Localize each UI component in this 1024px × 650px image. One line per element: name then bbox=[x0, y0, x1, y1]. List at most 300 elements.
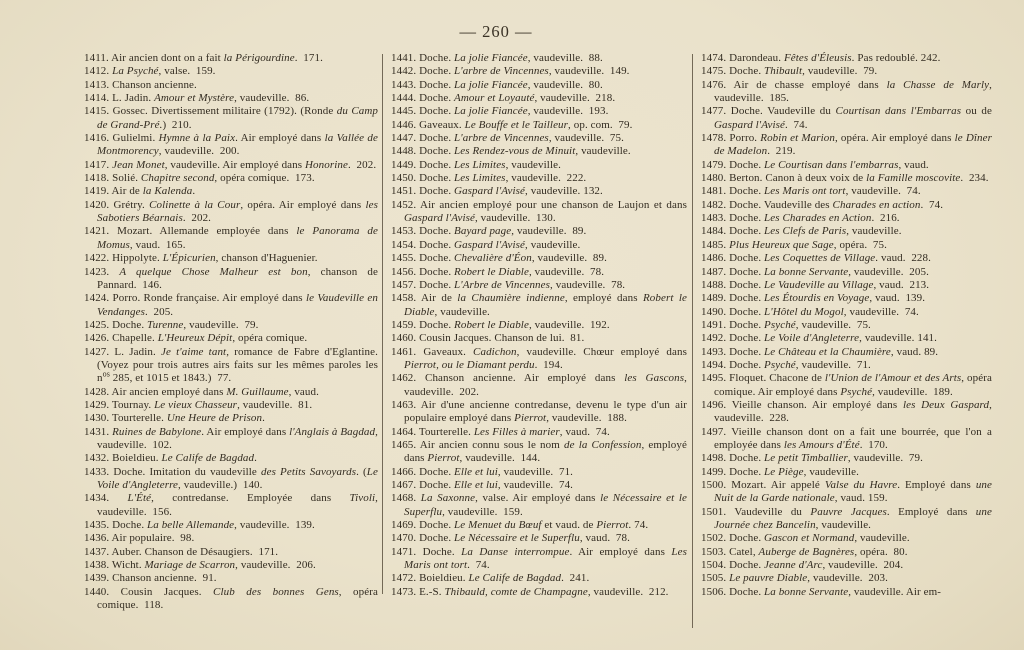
entry-number: 1419. bbox=[84, 185, 112, 198]
entry-number: 1481. bbox=[701, 185, 730, 198]
entry-number: 1421. bbox=[84, 225, 118, 238]
work-title: Les Coquettes de Village bbox=[764, 252, 876, 265]
entry-text: Vieille chanson. Air employé dans bbox=[731, 398, 903, 411]
work-title: Robin et Marion bbox=[760, 132, 835, 145]
work-title: La bonne Servante bbox=[764, 585, 849, 598]
entry-text: Doche. bbox=[419, 92, 455, 105]
catalog-entry bbox=[84, 79, 378, 92]
work-title: la Kalenda bbox=[142, 185, 193, 198]
entry-number: 1436. bbox=[84, 532, 112, 545]
work-title: Les Maris ont tort bbox=[404, 545, 687, 572]
work-title: la Vallée de Montmorency bbox=[97, 132, 378, 158]
entry-text: , vaudeville. 205. bbox=[848, 265, 929, 278]
catalog-entry bbox=[84, 519, 378, 532]
entry-number: 1491. bbox=[701, 318, 730, 331]
work-title: Les Maris ont tort bbox=[764, 185, 846, 198]
entry-number: 1425. bbox=[84, 318, 113, 331]
entry-number: 1458. bbox=[391, 292, 422, 305]
work-title: La Saxonne bbox=[420, 492, 476, 505]
entry-number: 1424. bbox=[84, 292, 113, 305]
work-title: Les Charades en Action bbox=[764, 212, 872, 225]
catalog-entry bbox=[391, 65, 687, 78]
entry-text: , opéra. 80. bbox=[854, 545, 908, 558]
entry-text: , vaudeville. bbox=[434, 305, 490, 318]
entry-number: 1465. bbox=[391, 438, 420, 451]
entry-text: Chanson ancienne. bbox=[112, 78, 197, 91]
work-title: Jeanne d'Arc bbox=[764, 559, 823, 572]
work-title: Tivoli bbox=[349, 492, 376, 505]
work-title: Pierrot bbox=[514, 412, 547, 425]
work-title: Turenne bbox=[147, 318, 184, 331]
work-title: L'Hôtel du Mogol bbox=[764, 305, 844, 318]
entry-text: Doche. bbox=[729, 345, 765, 358]
entry-text: Vaudeville du bbox=[734, 505, 811, 518]
entry-number: 1427. bbox=[84, 345, 115, 358]
entry-text: , vaudeville. 75. bbox=[795, 318, 871, 331]
entry-text: Doche. bbox=[729, 452, 765, 465]
catalog-entry bbox=[701, 292, 992, 305]
work-title: Elle et lui bbox=[454, 479, 498, 491]
entry-text: Tournay. bbox=[111, 398, 155, 411]
catalog-entry bbox=[391, 586, 687, 599]
entry-text: , vaudeville. 132. bbox=[525, 185, 603, 198]
entry-text: Tourterelle. bbox=[111, 412, 167, 425]
entry-number: 1482. bbox=[701, 198, 730, 211]
work-title: La Danse interrompue bbox=[461, 545, 570, 558]
work-title: L'arbre de Vincennes bbox=[454, 132, 549, 145]
entry-number: 1423. bbox=[84, 265, 120, 278]
entry-text: Chanson ancienne. 91. bbox=[112, 572, 217, 585]
catalog-entry bbox=[701, 332, 992, 345]
entry-number: 1418. bbox=[84, 172, 113, 185]
entry-number: 1462. bbox=[391, 372, 426, 385]
catalog-entry bbox=[701, 586, 992, 599]
entry-text: Doche. bbox=[419, 65, 455, 78]
catalog-column-3 bbox=[701, 52, 992, 599]
work-title: Le Voile d'Angleterre bbox=[764, 332, 860, 345]
catalog-entry bbox=[701, 346, 992, 359]
work-title: Courtisan dans l'Embarras bbox=[835, 105, 962, 118]
entry-text: , vaudeville. 130. bbox=[474, 212, 556, 225]
entry-text: , opéra. Air employé dans bbox=[834, 132, 955, 145]
entry-text: . Employé dans bbox=[897, 479, 976, 491]
entry-number: 1443. bbox=[391, 78, 420, 91]
entry-text: Doche. bbox=[729, 185, 765, 198]
entry-number: 1498. bbox=[701, 452, 730, 465]
entry-text: Doche. Vaudeville du bbox=[730, 105, 836, 118]
entry-text: . Employé dans bbox=[886, 505, 976, 518]
entry-number: 1464. bbox=[391, 425, 419, 438]
entry-text: , vaudeville. 71. bbox=[795, 358, 871, 371]
catalog-entry bbox=[391, 332, 687, 345]
entry-text: Doche. bbox=[419, 225, 455, 238]
catalog-entry bbox=[701, 279, 992, 292]
entry-text: Air d'une ancienne contredanse, devenu le type d'un air populaire employé dans bbox=[404, 398, 687, 425]
entry-number: 1485. bbox=[701, 238, 730, 251]
entry-text: Doche. bbox=[419, 532, 455, 545]
entry-text: , vaudeville. 89. bbox=[511, 225, 587, 238]
work-title: Le Piège bbox=[764, 465, 804, 478]
work-title: L'arbre de Vincennes bbox=[454, 65, 549, 78]
entry-text: , vaud. 165. bbox=[129, 238, 186, 251]
catalog-entry bbox=[391, 519, 687, 532]
entry-text: Boieldieu. bbox=[112, 452, 162, 465]
entry-text: , vaudeville. 80. bbox=[527, 78, 603, 91]
work-title: de la Confession bbox=[564, 438, 642, 451]
entry-number: 1446. bbox=[391, 118, 420, 131]
catalog-entry bbox=[84, 426, 378, 453]
work-title: Le Calife de Bagdad bbox=[161, 452, 255, 465]
work-title: La bonne Servante bbox=[764, 265, 849, 278]
entry-text: . 171. bbox=[294, 52, 323, 64]
entry-text: , vaud. 78. bbox=[579, 532, 630, 545]
entry-number: 1448. bbox=[391, 145, 420, 158]
work-title: le Vaudeville en Vendanges bbox=[97, 292, 378, 318]
catalog-entry bbox=[701, 319, 992, 332]
work-title: La Psyché bbox=[112, 65, 159, 78]
entry-number: 1506. bbox=[701, 585, 730, 598]
entry-text: , employé dans bbox=[404, 438, 687, 465]
work-title: du Camp de Grand-Pré. bbox=[97, 105, 379, 131]
work-title: L'Heureux Dépit bbox=[157, 332, 233, 345]
entry-text: , vaudeville. 159. bbox=[442, 505, 523, 518]
catalog-entry bbox=[391, 439, 687, 466]
catalog-entry bbox=[701, 266, 992, 279]
entry-text: Grétry. bbox=[113, 198, 150, 211]
entry-text: Doche. bbox=[419, 185, 455, 198]
entry-text: , vaudeville. 202. bbox=[404, 372, 687, 398]
entry-text: , opéra comique. bbox=[232, 332, 308, 345]
page-number: — 260 — bbox=[459, 22, 533, 41]
entry-text: . bbox=[262, 412, 265, 425]
entry-number: 1459. bbox=[391, 318, 420, 331]
entry-number: 1430. bbox=[84, 412, 112, 425]
entry-text: , vaudeville. 74. bbox=[843, 305, 919, 318]
entry-text: , vaudeville. 144. bbox=[459, 452, 541, 465]
entry-text: Tourterelle. bbox=[418, 425, 474, 438]
entry-text: , vaudeville. 78. bbox=[528, 265, 605, 278]
work-title: La belle Allemande bbox=[147, 519, 235, 532]
entry-text: Solié. bbox=[112, 172, 141, 185]
work-title: Le Bouffe et le Tailleur bbox=[464, 118, 569, 131]
entry-text: , vaudeville. 203. bbox=[807, 572, 889, 585]
entry-text: Doche. bbox=[419, 265, 455, 278]
catalog-entry bbox=[391, 119, 687, 132]
catalog-entry bbox=[701, 572, 992, 585]
entry-text: Mozart. Allemande employée dans bbox=[117, 225, 297, 238]
catalog-entry bbox=[701, 239, 992, 252]
entry-text: Doche. bbox=[422, 545, 462, 558]
entry-text: , opéra comique. Air employé dans bbox=[714, 372, 992, 398]
catalog-entry bbox=[391, 466, 687, 479]
entry-text: Air de chasse employé dans bbox=[733, 78, 887, 91]
entry-text: , vaudeville. 79. bbox=[183, 318, 259, 331]
entry-number: 1473. bbox=[391, 585, 420, 598]
entry-number: 1496. bbox=[701, 398, 732, 411]
entry-text: Doche. bbox=[419, 52, 455, 64]
entry-text: os bbox=[102, 369, 110, 379]
work-title: Le Vaudeville au Village bbox=[764, 278, 874, 291]
entry-text: , vaudeville. 188. bbox=[546, 412, 627, 425]
entry-text: Doche. bbox=[729, 559, 765, 572]
catalog-entry bbox=[84, 65, 378, 78]
entry-text: Doche. bbox=[419, 465, 455, 478]
catalog-entry bbox=[391, 225, 687, 238]
entry-text: Darondeau. bbox=[729, 52, 784, 64]
work-title: les Sabotiers Béarnais bbox=[97, 198, 378, 225]
entry-number: 1439. bbox=[84, 572, 113, 585]
entry-number: 1422. bbox=[84, 252, 113, 265]
work-title: La jolie Fiancée bbox=[454, 78, 528, 91]
work-title: Je t'aime tant bbox=[161, 345, 227, 358]
catalog-entry bbox=[391, 52, 687, 65]
entry-number: 1495. bbox=[701, 372, 730, 385]
entry-text: Wicht. bbox=[111, 559, 145, 572]
entry-number: 1445. bbox=[391, 105, 420, 118]
work-title: A quelque Chose Malheur est bon bbox=[119, 265, 308, 278]
entry-text: , vaudeville. 139. bbox=[234, 519, 315, 532]
catalog-entry bbox=[84, 199, 378, 226]
entry-text: Gaveaux. bbox=[419, 118, 465, 131]
catalog-entry bbox=[84, 399, 378, 412]
catalog-entry bbox=[391, 319, 687, 332]
entry-text: Doche. bbox=[112, 519, 148, 532]
entry-text: . Air employé dans bbox=[201, 425, 290, 438]
work-title: Une Heure de Prison bbox=[166, 412, 263, 425]
entry-number: 1489. bbox=[701, 292, 730, 305]
catalog-entry bbox=[84, 466, 378, 493]
entry-number: 1440. bbox=[84, 585, 121, 598]
catalog-entry bbox=[84, 452, 378, 465]
catalog-entry bbox=[391, 252, 687, 265]
catalog-entry bbox=[701, 52, 992, 65]
entry-text: , vaud. 159. bbox=[834, 492, 888, 505]
entry-text: L. Jadin. bbox=[114, 345, 161, 358]
entry-number: 1487. bbox=[701, 265, 730, 278]
work-title: Honorine bbox=[305, 158, 348, 171]
work-title: Psyché bbox=[840, 385, 873, 398]
entry-text: , vaud. bbox=[898, 158, 929, 171]
entry-number: 1414. bbox=[84, 92, 113, 105]
work-title: Gaspard l'Avisé bbox=[454, 185, 526, 198]
entry-text: Doche. bbox=[729, 65, 765, 78]
entry-number: 1411. bbox=[84, 52, 112, 64]
entry-text: , vaud. 139. bbox=[869, 292, 926, 305]
work-title: l'Anglais à Bagdad bbox=[289, 425, 376, 438]
entry-text: , vaudeville. bbox=[525, 238, 581, 251]
catalog-entry bbox=[84, 332, 378, 345]
entry-text: Doche. bbox=[729, 265, 765, 278]
entry-text: Doche. bbox=[729, 585, 765, 598]
catalog-entry bbox=[84, 225, 378, 252]
entry-text: . 205. bbox=[144, 305, 174, 318]
entry-text: ou de bbox=[961, 105, 992, 118]
catalog-entry bbox=[84, 266, 378, 293]
entry-number: 1416. bbox=[84, 132, 113, 145]
entry-number: 1475. bbox=[701, 65, 730, 78]
entry-number: 1476. bbox=[701, 78, 734, 91]
entry-text: Doche. bbox=[419, 158, 455, 171]
entry-number: 1474. bbox=[701, 52, 730, 64]
entry-text: , vaudeville. 74. bbox=[845, 185, 921, 198]
entry-text: , vaudeville. 71. bbox=[497, 465, 574, 478]
entry-text: , chanson d'Haguenier. bbox=[215, 252, 318, 265]
entry-text: , vaudeville. 185. bbox=[714, 78, 993, 105]
entry-text: , vaudeville. bbox=[803, 465, 859, 478]
entry-text: , vaudeville. Air em- bbox=[848, 585, 942, 598]
catalog-entry bbox=[391, 239, 687, 252]
entry-text: , vaudeville. 78. bbox=[550, 278, 626, 291]
entry-text: Air de bbox=[111, 185, 143, 198]
entry-number: 1488. bbox=[701, 278, 730, 291]
entry-text: . Air employé dans bbox=[235, 132, 325, 145]
catalog-entry bbox=[84, 185, 378, 198]
entry-number: 1471. bbox=[391, 545, 423, 558]
entry-text: , vaud. 213. bbox=[873, 278, 930, 291]
work-title: M. Guillaume bbox=[226, 385, 289, 398]
entry-text: , valse. Air employé dans bbox=[475, 492, 601, 505]
entry-text: Vieille chanson dont on a fait une bourrée, que l'on a employée dans bbox=[714, 425, 992, 451]
entry-number: 1492. bbox=[701, 332, 730, 345]
work-title: Pierrot bbox=[427, 452, 460, 465]
work-title: Le Voile d'Angleterre bbox=[97, 465, 378, 491]
work-title: Robert le Diable bbox=[454, 318, 529, 331]
catalog-column-2 bbox=[391, 52, 687, 599]
catalog-entry bbox=[391, 279, 687, 292]
catalog-entry bbox=[391, 532, 687, 545]
entry-text: , vaudeville. 79. bbox=[847, 452, 923, 465]
catalog-entry bbox=[701, 372, 992, 399]
work-title: Gaspard l'Avisé bbox=[404, 212, 475, 225]
entry-number: 1501. bbox=[701, 505, 735, 518]
entry-text: , vaudeville. 212. bbox=[587, 585, 669, 598]
entry-text: Doche. bbox=[729, 318, 765, 331]
work-title: Pierrot, ou le Diamant perdu bbox=[404, 358, 535, 371]
catalog-entry bbox=[391, 159, 687, 172]
entry-text: , vaudeville. 228. bbox=[714, 398, 992, 425]
catalog-entry bbox=[84, 572, 378, 585]
entry-number: 1455. bbox=[391, 252, 420, 265]
work-title: Le vieux Chasseur bbox=[154, 398, 238, 411]
entry-number: 1500. bbox=[701, 479, 732, 491]
entry-number: 1478. bbox=[701, 132, 730, 145]
entry-text: , vaudeville. bbox=[815, 519, 872, 532]
entry-number: 1454. bbox=[391, 238, 420, 251]
catalog-entry bbox=[701, 479, 992, 506]
work-title: Gaspard l'Avisé bbox=[454, 238, 526, 251]
entry-text: . Pas redoublé. 242. bbox=[851, 52, 941, 64]
entry-text: Cousin Jacques. Chanson de lui. 81. bbox=[419, 332, 585, 345]
work-title: Pauvre Jacques bbox=[810, 505, 887, 518]
catalog-entry bbox=[391, 145, 687, 158]
entry-text: . 202. bbox=[182, 212, 212, 225]
entry-text: , vaudeville. 81. bbox=[237, 398, 313, 411]
work-title: les Deux Gaspard bbox=[902, 398, 990, 411]
catalog-entry bbox=[84, 252, 378, 265]
entry-text: , vaud. bbox=[288, 385, 319, 398]
entry-number: 1441. bbox=[391, 52, 420, 64]
work-title: une Nuit de la Garde nationale bbox=[714, 479, 992, 505]
catalog-entry bbox=[701, 426, 992, 453]
work-title: Pierrot bbox=[596, 519, 629, 532]
catalog-entry bbox=[701, 452, 992, 465]
catalog-entry bbox=[84, 532, 378, 545]
entry-number: 1429. bbox=[84, 398, 112, 411]
entry-text: Air ancien employé pour une chanson de Laujon et dans bbox=[420, 198, 687, 211]
catalog-entry bbox=[84, 412, 378, 425]
work-title: Les Limites bbox=[454, 158, 506, 171]
work-title: les Amours d'Été bbox=[783, 438, 860, 451]
entry-text: Cousin Jacques. bbox=[120, 585, 214, 598]
entry-number: 1451. bbox=[391, 185, 420, 198]
catalog-entry bbox=[391, 266, 687, 279]
catalog-entry bbox=[84, 92, 378, 105]
entry-text: . bbox=[192, 185, 196, 198]
catalog-entry bbox=[391, 92, 687, 105]
catalog-entry bbox=[84, 132, 378, 159]
entry-text: Gulielmi. bbox=[112, 132, 159, 145]
work-title: Amour et Mystère bbox=[154, 92, 235, 105]
entry-number: 1415. bbox=[84, 105, 113, 118]
entry-number: 1461. bbox=[391, 345, 424, 358]
entry-text: , romance de Fabre d'Eglantine. (Voyez pour trois autres airs faits sur les mêmes paroles les n bbox=[97, 345, 378, 385]
entry-number: 1484. bbox=[701, 225, 730, 238]
catalog-entry bbox=[701, 546, 992, 559]
catalog-entry bbox=[701, 105, 992, 132]
work-title: Robert le Diable bbox=[454, 265, 529, 278]
entry-number: 1453. bbox=[391, 225, 420, 238]
entry-text: , contredanse. Employée dans bbox=[151, 492, 350, 505]
work-title: Les Limites bbox=[454, 172, 506, 185]
entry-number: 1483. bbox=[701, 212, 730, 225]
entry-text: Doche. bbox=[419, 479, 455, 491]
entry-number: 1457. bbox=[391, 278, 420, 291]
entry-text: Doche. bbox=[729, 225, 765, 238]
catalog-entry bbox=[84, 346, 378, 386]
entry-number: 1480. bbox=[701, 172, 730, 185]
work-title: Les Rendez-vous de Minuit bbox=[454, 145, 576, 158]
entry-text: Doche. bbox=[729, 278, 765, 291]
work-title: Cadichon bbox=[473, 345, 517, 358]
entry-text: . 194. bbox=[534, 358, 563, 371]
catalog-entry bbox=[84, 159, 378, 172]
entry-text: E.-S. bbox=[419, 585, 445, 598]
entry-text: . ( bbox=[356, 465, 367, 478]
entry-number: 1417. bbox=[84, 158, 113, 171]
entry-text: Doche. bbox=[419, 145, 455, 158]
entry-text: . 74. bbox=[920, 198, 944, 211]
catalog-entry bbox=[701, 399, 992, 426]
entry-text: Doche. Imitation du vaudeville bbox=[113, 465, 261, 478]
work-title: Mariage de Scarron bbox=[144, 559, 236, 572]
catalog-entry bbox=[701, 79, 992, 106]
entry-number: 1494. bbox=[701, 358, 730, 371]
entry-text: , vaudeville. 86. bbox=[234, 92, 310, 105]
work-title: Le petit Timballier bbox=[764, 452, 848, 465]
work-title: La jolie Fiancée bbox=[454, 105, 528, 118]
catalog-entry bbox=[84, 52, 378, 65]
catalog-entry bbox=[701, 359, 992, 372]
entry-text: , chanson de Pannard. 146. bbox=[97, 265, 378, 291]
work-title: une Journée chez Bancelin bbox=[714, 505, 992, 532]
entry-text: . 170. bbox=[859, 438, 888, 451]
work-title: Plus Heureux que Sage bbox=[729, 238, 834, 251]
entry-text: . bbox=[254, 452, 257, 465]
catalog-entry bbox=[391, 372, 687, 399]
entry-text: Doche. bbox=[112, 318, 148, 331]
entry-text: Doche. bbox=[729, 158, 765, 171]
entry-number: 1450. bbox=[391, 172, 420, 185]
